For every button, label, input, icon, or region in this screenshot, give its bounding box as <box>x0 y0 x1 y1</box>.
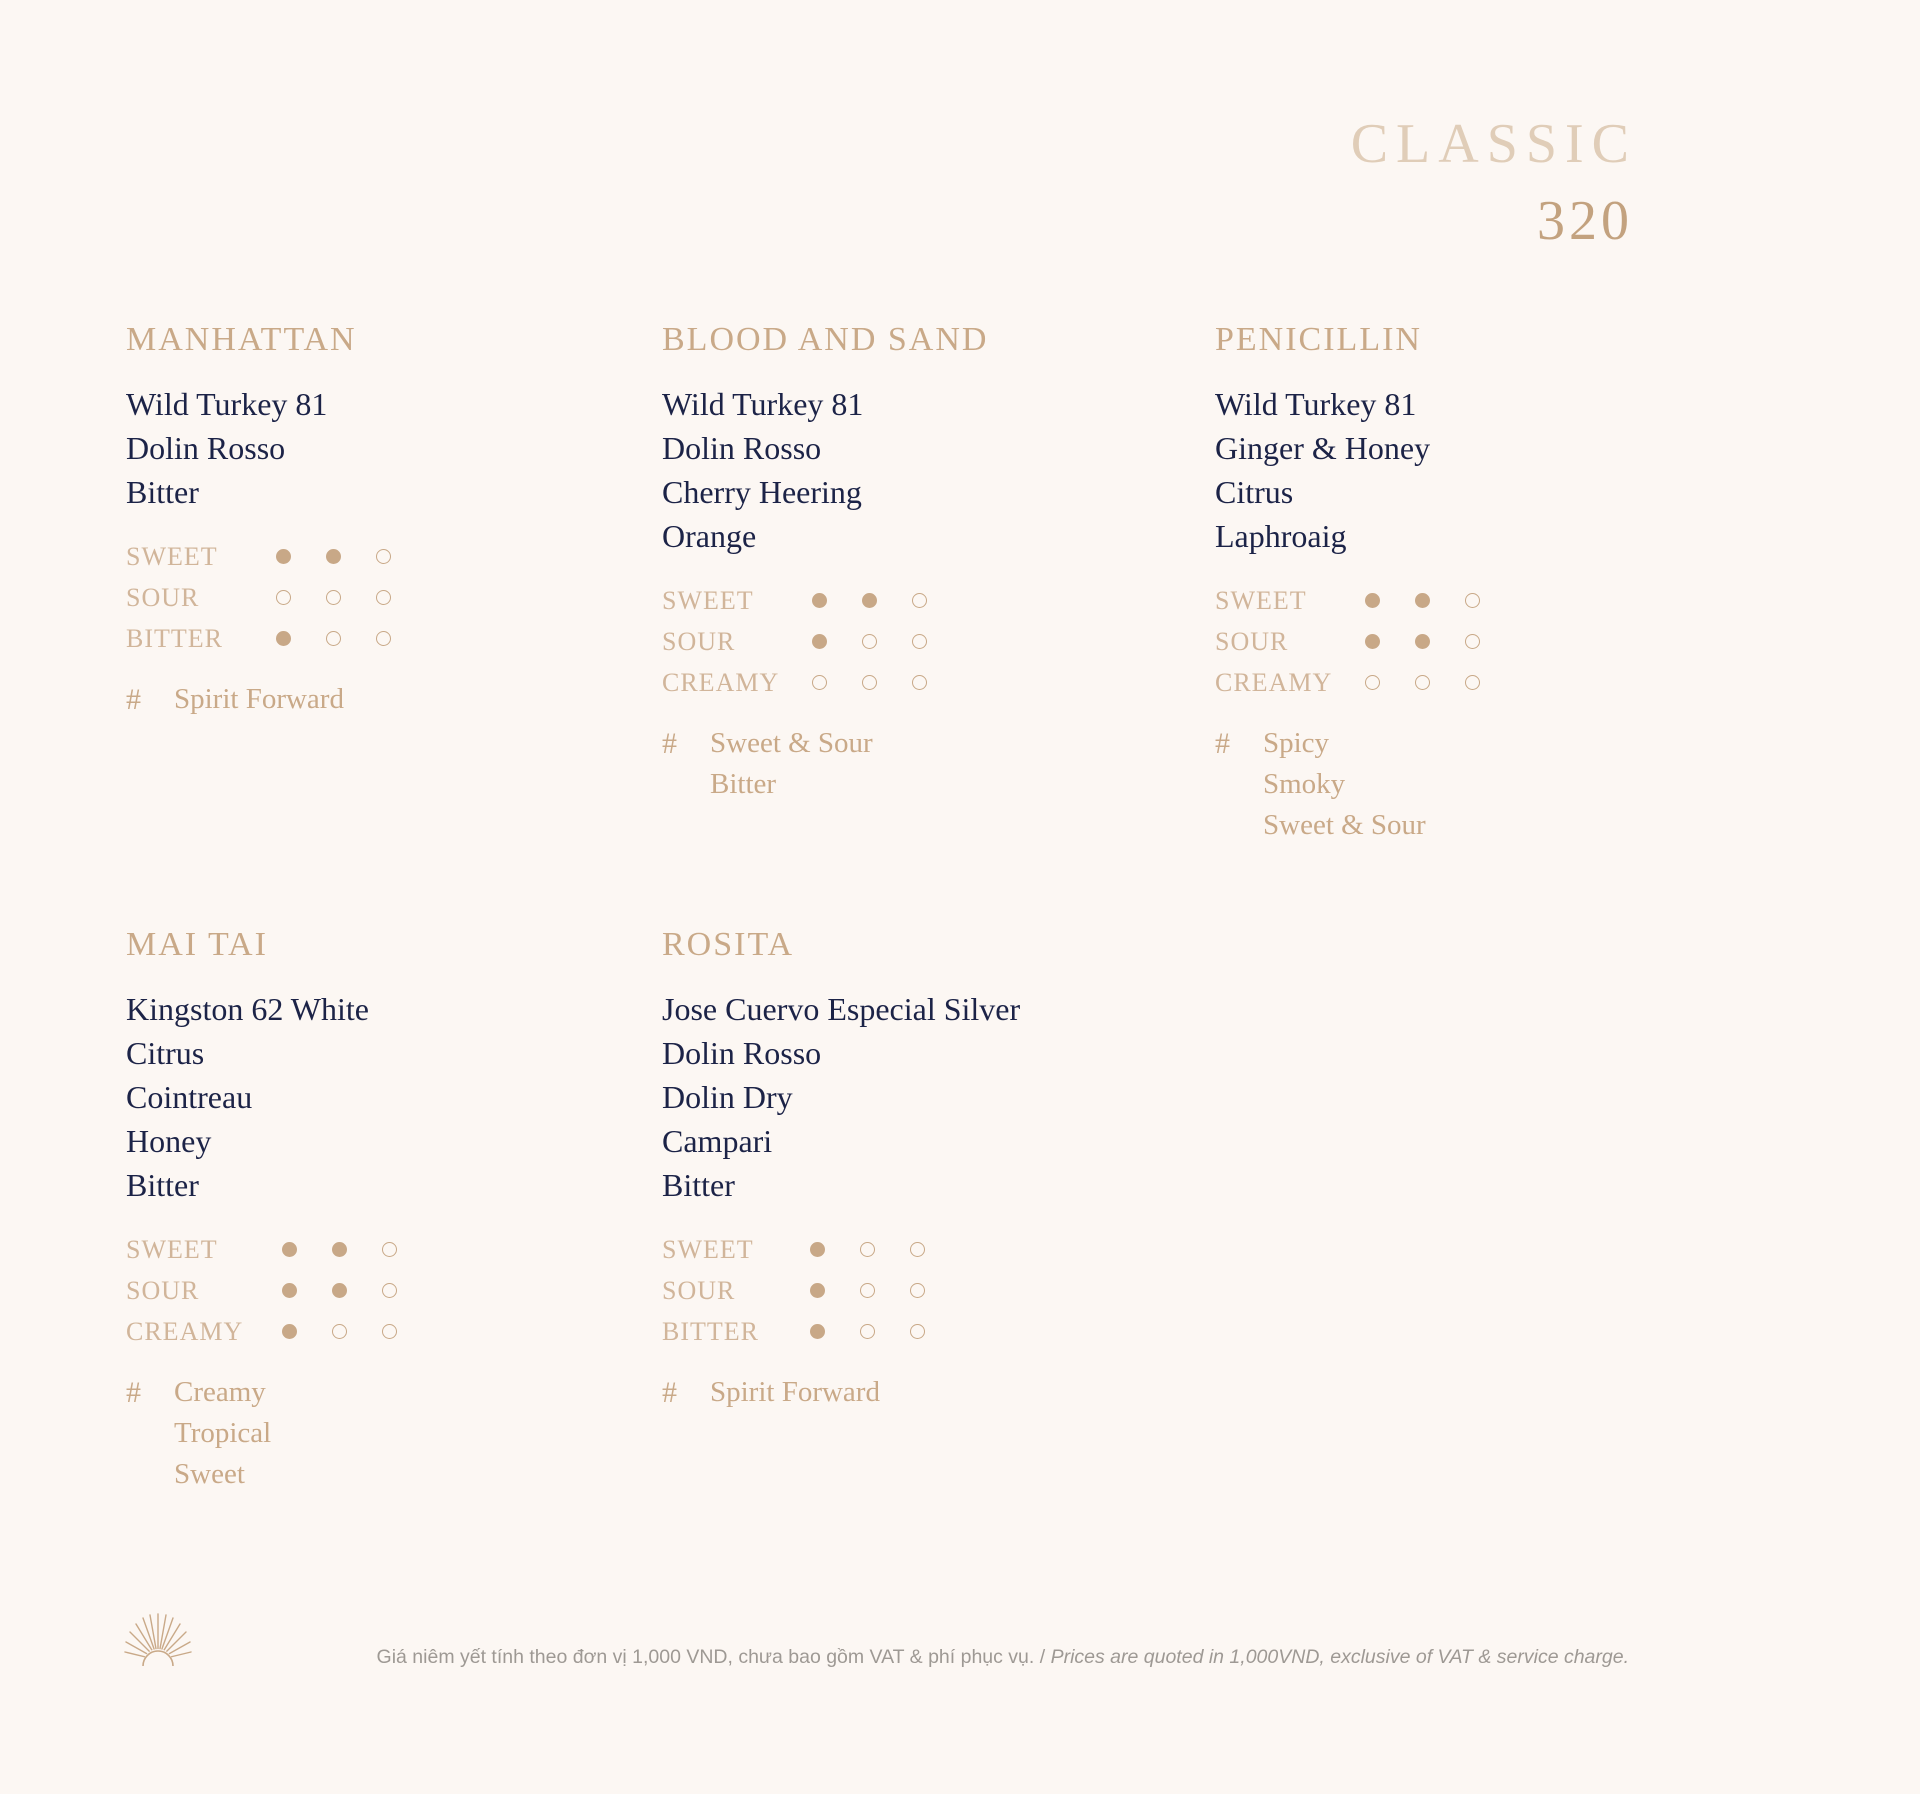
tag: Creamy <box>174 1376 266 1408</box>
empty-dot-icon <box>382 1283 397 1298</box>
cocktail-name: MAI TAI <box>126 926 268 963</box>
cocktail-card-mai-tai <box>126 925 626 1495</box>
flavor-label: SWEET <box>1215 585 1307 615</box>
flavor-dots <box>810 1242 960 1257</box>
tag: Spirit Forward <box>174 683 344 715</box>
filled-dot-icon <box>810 1324 825 1339</box>
flavor-profile <box>126 1229 626 1352</box>
flavor-row <box>662 1270 1162 1311</box>
flavor-profile <box>662 1229 1162 1352</box>
flavor-dots <box>810 1324 960 1339</box>
filled-dot-icon <box>862 593 877 608</box>
empty-dot-icon <box>326 631 341 646</box>
hash-icon: # <box>126 1376 141 1409</box>
flavor-label: SOUR <box>1215 626 1289 656</box>
empty-dot-icon <box>910 1283 925 1298</box>
tag: Spirit Forward <box>710 1376 880 1408</box>
flavor-dots <box>1365 675 1515 690</box>
flavor-label: BITTER <box>126 623 223 653</box>
filled-dot-icon <box>1365 634 1380 649</box>
flavor-profile <box>1215 580 1715 703</box>
tag-items <box>710 1372 880 1413</box>
empty-dot-icon <box>860 1242 875 1257</box>
flavor-row <box>126 1311 626 1352</box>
price-note-en: Prices are quoted in 1,000VND, exclusive of VAT & service charge. <box>1050 1646 1629 1668</box>
hash-icon: # <box>662 1376 677 1409</box>
empty-dot-icon <box>910 1242 925 1257</box>
category-price: 320 <box>1537 190 1633 252</box>
ingredient: Campari <box>662 1123 773 1159</box>
empty-dot-icon <box>376 631 391 646</box>
tag: Sweet & Sour <box>710 727 873 759</box>
filled-dot-icon <box>810 1242 825 1257</box>
hash-icon: # <box>1215 727 1230 760</box>
filled-dot-icon <box>1415 634 1430 649</box>
flavor-row <box>126 577 626 618</box>
flavor-dots <box>1365 634 1515 649</box>
filled-dot-icon <box>812 593 827 608</box>
tag-list <box>1215 723 1715 846</box>
empty-dot-icon <box>860 1324 875 1339</box>
ingredient: Wild Turkey 81 <box>662 386 864 422</box>
cocktail-card-penicillin <box>1215 320 1715 846</box>
flavor-row <box>126 1270 626 1311</box>
flavor-label: SOUR <box>662 626 736 656</box>
ingredient-list <box>1215 382 1715 558</box>
ingredient: Jose Cuervo Especial Silver <box>662 991 1021 1027</box>
filled-dot-icon <box>326 549 341 564</box>
empty-dot-icon <box>912 593 927 608</box>
flavor-profile <box>662 580 1162 703</box>
tag-items <box>174 679 344 720</box>
flavor-label: SOUR <box>662 1275 736 1305</box>
sunburst-logo <box>124 1610 192 1670</box>
empty-dot-icon <box>376 549 391 564</box>
ingredient: Kingston 62 White <box>126 991 369 1027</box>
ingredient: Dolin Rosso <box>662 1035 822 1071</box>
ingredient: Cherry Heering <box>662 474 862 510</box>
cocktail-name: PENICILLIN <box>1215 321 1422 358</box>
ingredient: Citrus <box>126 1035 205 1071</box>
flavor-dots <box>1365 593 1515 608</box>
filled-dot-icon <box>1365 593 1380 608</box>
flavor-row <box>662 1229 1162 1270</box>
flavor-dots <box>810 1283 960 1298</box>
ingredient: Laphroaig <box>1215 518 1347 554</box>
filled-dot-icon <box>812 634 827 649</box>
ingredient: Ginger & Honey <box>1215 430 1431 466</box>
tag-items <box>174 1372 271 1495</box>
ingredient: Dolin Rosso <box>126 430 286 466</box>
cocktail-name: ROSITA <box>662 926 795 963</box>
ingredient: Wild Turkey 81 <box>126 386 328 422</box>
flavor-dots <box>812 675 962 690</box>
filled-dot-icon <box>276 549 291 564</box>
empty-dot-icon <box>1365 675 1380 690</box>
filled-dot-icon <box>810 1283 825 1298</box>
filled-dot-icon <box>282 1242 297 1257</box>
empty-dot-icon <box>1465 634 1480 649</box>
empty-dot-icon <box>912 675 927 690</box>
empty-dot-icon <box>1465 675 1480 690</box>
empty-dot-icon <box>1465 593 1480 608</box>
flavor-dots <box>282 1242 432 1257</box>
empty-dot-icon <box>332 1324 347 1339</box>
ingredient: Bitter <box>126 474 199 510</box>
cocktail-name: BLOOD AND SAND <box>662 321 989 358</box>
flavor-row <box>126 618 626 659</box>
filled-dot-icon <box>282 1324 297 1339</box>
empty-dot-icon <box>382 1242 397 1257</box>
flavor-label: SOUR <box>126 1275 200 1305</box>
price-note-vi: Giá niêm yết tính theo đơn vị 1,000 VND, chưa bao gồm VAT & phí phục vụ. / <box>376 1646 1051 1668</box>
ingredient: Dolin Dry <box>662 1079 793 1115</box>
empty-dot-icon <box>862 634 877 649</box>
empty-dot-icon <box>812 675 827 690</box>
flavor-label: SWEET <box>662 585 754 615</box>
ingredient: Bitter <box>126 1167 199 1203</box>
empty-dot-icon <box>910 1324 925 1339</box>
ingredient-list <box>126 987 626 1207</box>
tag-list <box>126 679 626 720</box>
empty-dot-icon <box>326 590 341 605</box>
flavor-label: CREAMY <box>126 1316 244 1346</box>
ingredient: Cointreau <box>126 1079 253 1115</box>
hash-icon: # <box>662 727 677 760</box>
ingredient: Orange <box>662 518 757 554</box>
filled-dot-icon <box>332 1283 347 1298</box>
empty-dot-icon <box>860 1283 875 1298</box>
flavor-label: BITTER <box>662 1316 759 1346</box>
flavor-row <box>662 580 1162 621</box>
flavor-row <box>1215 621 1715 662</box>
ingredient-list <box>662 382 1162 558</box>
cocktail-name: MANHATTAN <box>126 321 357 358</box>
flavor-dots <box>282 1324 432 1339</box>
hash-icon: # <box>126 683 141 716</box>
empty-dot-icon <box>1415 675 1430 690</box>
empty-dot-icon <box>912 634 927 649</box>
ingredient-list <box>662 987 1162 1207</box>
tag-list <box>662 723 1162 805</box>
flavor-label: SWEET <box>662 1234 754 1264</box>
tag-list <box>662 1372 1162 1413</box>
flavor-label: SOUR <box>126 582 200 612</box>
flavor-profile <box>126 536 626 659</box>
tag: Smoky <box>1263 768 1346 800</box>
tag-list <box>126 1372 626 1495</box>
flavor-label: SWEET <box>126 541 218 571</box>
cocktail-card-rosita <box>662 925 1162 1413</box>
flavor-row <box>662 621 1162 662</box>
cocktail-card-manhattan <box>126 320 626 720</box>
filled-dot-icon <box>276 631 291 646</box>
empty-dot-icon <box>382 1324 397 1339</box>
ingredient: Wild Turkey 81 <box>1215 386 1417 422</box>
tag: Spicy <box>1263 727 1330 759</box>
menu-header <box>1350 112 1637 253</box>
empty-dot-icon <box>376 590 391 605</box>
flavor-dots <box>276 549 426 564</box>
flavor-dots <box>276 631 426 646</box>
ingredient: Dolin Rosso <box>662 430 822 466</box>
flavor-dots <box>812 593 962 608</box>
tag: Sweet <box>174 1458 245 1490</box>
ingredient: Bitter <box>662 1167 735 1203</box>
flavor-dots <box>276 590 426 605</box>
tag: Sweet & Sour <box>1263 809 1426 841</box>
flavor-row <box>662 1311 1162 1352</box>
tag-items <box>1263 723 1426 846</box>
price-note <box>377 1646 1629 1669</box>
flavor-row <box>1215 662 1715 703</box>
filled-dot-icon <box>282 1283 297 1298</box>
filled-dot-icon <box>332 1242 347 1257</box>
flavor-row <box>1215 580 1715 621</box>
flavor-label: SWEET <box>126 1234 218 1264</box>
filled-dot-icon <box>1415 593 1430 608</box>
flavor-row <box>662 662 1162 703</box>
flavor-label: CREAMY <box>1215 667 1333 697</box>
cocktail-card-blood-and-sand <box>662 320 1162 805</box>
empty-dot-icon <box>276 590 291 605</box>
flavor-dots <box>282 1283 432 1298</box>
category-title: CLASSIC <box>1350 113 1637 175</box>
flavor-row <box>126 536 626 577</box>
ingredient: Honey <box>126 1123 212 1159</box>
tag-items <box>710 723 873 805</box>
tag: Tropical <box>174 1417 272 1449</box>
flavor-label: CREAMY <box>662 667 780 697</box>
flavor-dots <box>812 634 962 649</box>
empty-dot-icon <box>862 675 877 690</box>
flavor-row <box>126 1229 626 1270</box>
ingredient: Citrus <box>1215 474 1294 510</box>
ingredient-list <box>126 382 626 514</box>
tag: Bitter <box>710 768 777 800</box>
